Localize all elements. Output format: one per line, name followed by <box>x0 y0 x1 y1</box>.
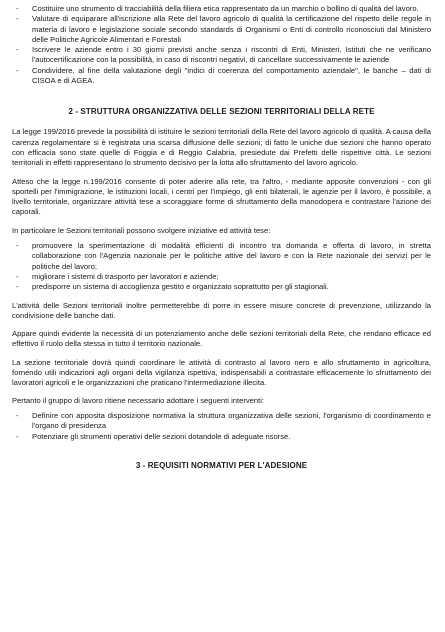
list-item-text: migliorare i sistemi di trasporto per lavoratori e aziende; <box>32 271 219 281</box>
list-item <box>12 45 431 66</box>
list-item <box>12 411 431 432</box>
list-item-text: predisporre un sistema di accoglienza gestito e organizzato soprattutto per gli stagionali. <box>32 282 329 292</box>
bullet-dash: - <box>16 65 19 75</box>
section-2-paragraph: Appare quindi evidente la necessità di un potenziamento anche delle sezioni territoriali della Rete, che rendano efficace ed effettivo il ruolo della stessa in tutto il territorio nazionale. <box>12 329 431 349</box>
top-bullet-list <box>12 4 431 86</box>
section-2-paragraph: In particolare le Sezioni territoriali possono svolgere iniziative ed attività tese: <box>12 225 271 235</box>
bullet-dash: - <box>16 410 19 420</box>
list-item <box>12 432 431 442</box>
section-2-paragraph: Pertanto il gruppo di lavoro ritiene necessario adottare i seguenti interventi: <box>12 395 265 405</box>
list-item-text: Valutare di equiparare all'iscrizione alla Rete del lavoro agricolo di qualità la certificazione del rispetto delle regole in materia di lavoro e legislazione sociale secondo standards di Organismi o Enti di controllo riconosciuti dal Ministero delle Politiche Agricole Alimentari e Forestali <box>32 14 431 44</box>
bullet-dash: - <box>16 241 19 251</box>
list-item-text: Costituire uno strumento di tracciabilità della filiera etica rappresentato da un marchio o bollino di qualità del lavoro. <box>32 4 419 13</box>
list-item <box>12 282 431 292</box>
bullet-dash: - <box>16 431 19 441</box>
list-item-text: Condividere, al fine della valutazione degli "indici di coerenza del comportamento aziendale", le banche – dati di CISOA e di AGEA. <box>32 65 431 86</box>
list-item <box>12 14 431 45</box>
list-item-text: promuovere la sperimentazione di modalità efficienti di incontro tra domanda e offerta di lavoro, in stretta collaborazione con l'Agenzia nazionale per le politiche attive del lavoro e con la Rete nazionale dei servizi per le politiche del lavoro; <box>32 241 431 271</box>
list-item <box>12 241 431 272</box>
section-2-heading: 2 - STRUTTURA ORGANIZZATIVA DELLE SEZIONI TERRITORIALI DELLA RETE <box>68 107 375 117</box>
section-2-paragraph: La sezione territoriale dovrà quindi coordinare le attività di contrasto al lavoro nero e allo sfruttamento in agricoltura, fornendo utili indicazioni agli organi della vigilanza ispettiva, indispensabili a contrastare efficacemente lo sfruttamento dei lavoratori agricoli e le organizzazioni che praticano l'intermediazione illecita. <box>12 357 431 388</box>
bullet-dash: - <box>16 14 19 24</box>
list-item <box>12 272 431 282</box>
section-2-paragraph: Atteso che la legge n.199/2016 consente di poter aderire alla rete, tra l'altro, - mediante apposite convenzioni - con gli sportelli per l'immigrazione, le istituzioni locali, i centri per l'impiego, gli enti bilaterali, le agenzie per il lavoro, è possibile, a livello territoriale, organizzare attività tese a scoraggiare forme di sfruttamento della manodopera e contrastare l'azione dei caporali. <box>12 176 431 217</box>
interventions-list <box>12 411 431 442</box>
section-3-heading: 3 - REQUISITI NORMATIVI PER L'ADESIONE <box>135 460 308 470</box>
bullet-dash: - <box>16 271 19 281</box>
bullet-dash: - <box>16 45 19 55</box>
bullet-dash: - <box>16 4 19 13</box>
list-item <box>12 4 431 14</box>
list-item-text: Potenziare gli strumenti operativi delle sezioni dotandole di adeguate risorse. <box>32 431 291 441</box>
section-2-paragraph: L'attività delle Sezioni territoriali inoltre permetterebbe di porre in essere misure concrete di prevenzione, utilizzando la condivisione delle banche dati. <box>12 300 431 320</box>
list-item-text: Definire con apposita disposizione normativa la struttura organizzativa delle sezioni, l'organismo di coordinamento e l'organo di presidenza <box>32 410 431 431</box>
section-2-paragraph: La legge 199/2016 prevede la possibilità di istituire le sezioni territoriali della Rete del lavoro agricolo di qualità. A causa della carenza regolamentare si è registrata una scarsa diffusione delle sezioni; di fatto le uniche due sezioni che hanno operato con efficacia sono state quelle di Foggia e di Reggio Calabria, presiedute dai Prefetti delle rispettive città. Le sezioni territoriali in effetti rappresentano lo strumento decisivo per la lotta allo sfruttamento del lavoro agricolo. <box>12 127 431 168</box>
list-item <box>12 66 431 87</box>
list-item-text: Iscrivere le aziende entro i 30 giorni previsti anche senza i riscontri di Enti, Ministeri, Istituti che ne verificano l'autocertificazione con la possibilità, in caso di riscontri negativi, di cancellare successivamente le aziende <box>32 45 431 65</box>
bullet-dash: - <box>16 282 19 292</box>
activities-list <box>12 241 431 292</box>
